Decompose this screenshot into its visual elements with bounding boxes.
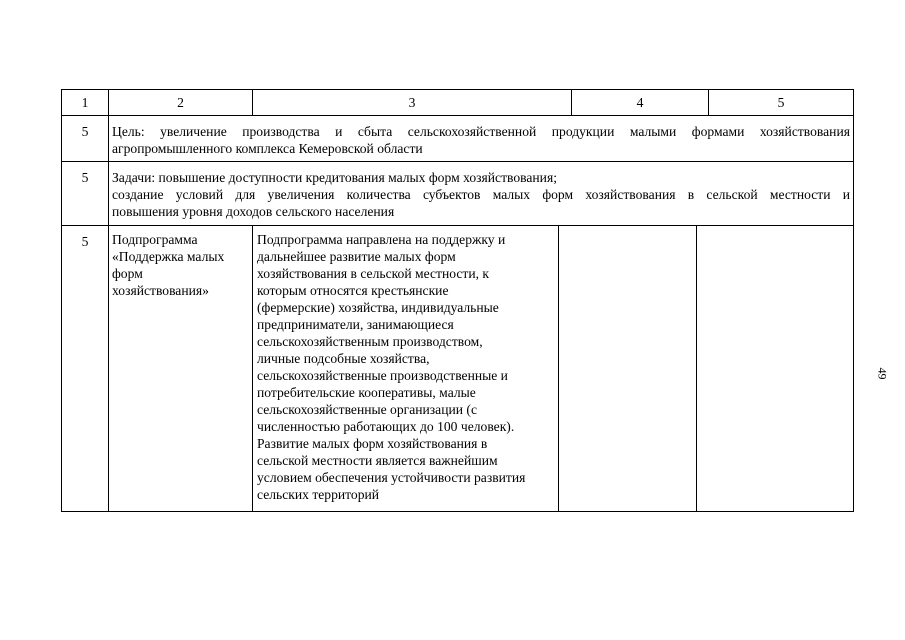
goal-line-1: Цель: увеличение производства и сбыта сельскохозяйственной продукции малыми формами хозяйствования <box>112 124 850 139</box>
table-row-goal <box>61 116 854 162</box>
description-line: численностью работающих до 100 человек). <box>257 419 515 434</box>
header-cell-3: 3 <box>408 95 416 110</box>
goal-line-2: агропромышленного комплекса Кемеровской области <box>112 141 423 156</box>
table-header-row <box>61 89 854 116</box>
subprogram-name-line: «Поддержка малых <box>112 249 225 264</box>
subprogram-col-5 <box>697 226 853 511</box>
header-cell-4: 4 <box>636 95 644 110</box>
subprogram-name <box>109 226 253 511</box>
row-number: 5 <box>81 124 89 139</box>
subprogram-name-line: хозяйствования» <box>112 283 209 298</box>
description-line: личные подсобные хозяйства, <box>257 351 430 366</box>
description-line: сельскохозяйственным производством, <box>257 334 483 349</box>
subprogram-description <box>253 226 558 511</box>
header-cell-2: 2 <box>177 95 184 110</box>
header-cell-5: 5 <box>777 95 785 110</box>
description-line: потребительские кооперативы, малые <box>257 385 476 400</box>
goal-text <box>109 116 853 161</box>
description-line: (фермерские) хозяйства, индивидуальные <box>257 300 499 315</box>
description-line: которым относятся крестьянские <box>257 283 449 298</box>
subprogram-col-4 <box>559 226 696 511</box>
description-line: сельских территорий <box>257 487 380 502</box>
subprogram-name-line: форм <box>112 266 143 281</box>
description-line: Развитие малых форм хозяйствования в <box>257 436 488 451</box>
row-number: 5 <box>81 170 89 185</box>
description-line: хозяйствования в сельской местности, к <box>257 266 490 281</box>
row-number: 5 <box>81 234 89 249</box>
tasks-text <box>109 162 853 225</box>
page-number: 49 <box>875 367 890 380</box>
description-line: сельскохозяйственные производственные и <box>257 368 508 383</box>
description-line: сельской местности является важнейшим <box>257 453 498 468</box>
program-table <box>61 89 854 512</box>
subprogram-name-line: Подпрограмма <box>112 232 198 247</box>
description-line: предприниматели, занимающиеся <box>257 317 454 332</box>
description-line: условием обеспечения устойчивости развития <box>257 470 526 485</box>
tasks-line-2: создание условий для увеличения количества субъектов малых форм хозяйствования в сельской местности и <box>112 187 850 202</box>
description-line: Подпрограмма направлена на поддержку и <box>257 232 506 247</box>
header-cell-1: 1 <box>81 95 89 110</box>
table-row-subprogram <box>61 226 854 512</box>
tasks-line-1: Задачи: повышение доступности кредитования малых форм хозяйствования; <box>112 170 557 185</box>
description-line: дальнейшее развитие малых форм <box>257 249 456 264</box>
table-row-tasks <box>61 162 854 226</box>
tasks-line-3: повышения уровня доходов сельского населения <box>112 204 395 219</box>
description-line: сельскохозяйственные организации (с <box>257 402 477 417</box>
